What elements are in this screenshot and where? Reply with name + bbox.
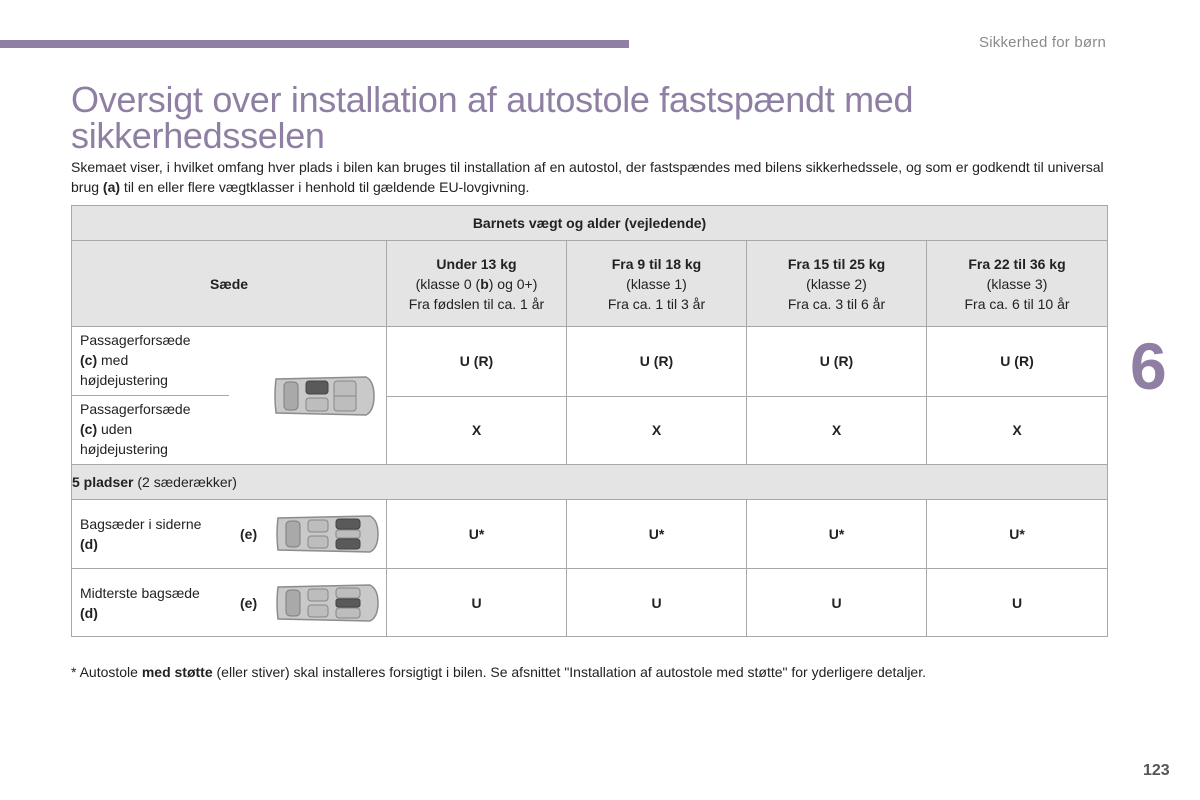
group-label: 5 pladser (2 sæderækker): [72, 465, 1108, 500]
seat-label-front-with: Passagerforsæde (c) med højdejustering: [80, 332, 191, 388]
value-cell: U*: [927, 500, 1108, 569]
table-row: [72, 327, 1108, 397]
note-ref: (e): [240, 526, 258, 542]
value-cell: U: [387, 569, 567, 637]
table-row: [72, 569, 1108, 637]
value-cell: U: [747, 569, 927, 637]
column-header-3: Fra 22 til 36 kg (klasse 3) Fra ca. 6 til 10 år: [927, 241, 1108, 327]
car-top-view-icon: [272, 512, 380, 556]
seat-label-front-without: Passagerforsæde (c) uden højdejustering: [80, 401, 191, 457]
table-row: [72, 500, 1108, 569]
column-header-1: Fra 9 til 18 kg (klasse 1) Fra ca. 1 til 3 år: [567, 241, 747, 327]
row-divider: [72, 395, 229, 396]
header-accent-bar: [0, 40, 629, 48]
value-cell: U: [567, 569, 747, 637]
value-cell: X: [927, 396, 1108, 465]
rear-side-seat-cell: [72, 500, 387, 569]
value-cell: U: [927, 569, 1108, 637]
value-cell: U (R): [567, 327, 747, 397]
intro-text-1: Skemaet viser, i hvilket omfang hver plads i bilen kan bruges til installation af en autostol, der fastspændes med bilens sikkerhedssele, og som er godkendt til universal brug: [71, 159, 1104, 195]
column-header-row: [72, 241, 1108, 327]
page-title: Oversigt over installation af autostole fastspændt med sikkerhedsselen: [71, 79, 914, 156]
intro-ref: (a): [102, 179, 121, 195]
value-cell: U*: [387, 500, 567, 569]
car-top-view-icon: [270, 373, 376, 419]
intro-text-2: til en eller flere vægtklasser i henhold til gældende EU-lovgivning.: [120, 179, 530, 195]
front-seat-cell: [72, 327, 387, 465]
weight-header: Barnets vægt og alder (vejledende): [72, 206, 1108, 241]
seat-header: Sæde: [72, 241, 387, 327]
rear-middle-seat-cell: [72, 569, 387, 637]
child-seat-table: [71, 205, 1108, 637]
footnote: * Autostole med støtte (eller stiver) skal installeres forsigtigt i bilen. Se afsnittet "Installation af autostole med støtte" for yderligere detaljer.: [71, 664, 926, 680]
weight-header-row: [72, 206, 1108, 241]
section-title: Sikkerhed for børn: [979, 34, 1106, 51]
value-cell: U*: [747, 500, 927, 569]
note-ref: (e): [240, 595, 258, 611]
value-cell: U (R): [927, 327, 1108, 397]
chapter-number: 6: [1130, 329, 1167, 403]
intro-paragraph: [71, 157, 1121, 197]
value-cell: U (R): [387, 327, 567, 397]
value-cell: U*: [567, 500, 747, 569]
column-header-0: Under 13 kg (klasse 0 (b) og 0+) Fra fødslen til ca. 1 år: [387, 241, 567, 327]
page-number: 123: [1143, 762, 1170, 779]
value-cell: X: [387, 396, 567, 465]
group-row: [72, 465, 1108, 500]
seat-label-rear-side: Bagsæder i siderne (d): [80, 516, 202, 552]
seat-label-rear-middle: Midterste bagsæde (d): [80, 585, 200, 621]
value-cell: X: [747, 396, 927, 465]
column-header-2: Fra 15 til 25 kg (klasse 2) Fra ca. 3 til 6 år: [747, 241, 927, 327]
car-top-view-icon: [272, 581, 380, 625]
value-cell: U (R): [747, 327, 927, 397]
value-cell: X: [567, 396, 747, 465]
